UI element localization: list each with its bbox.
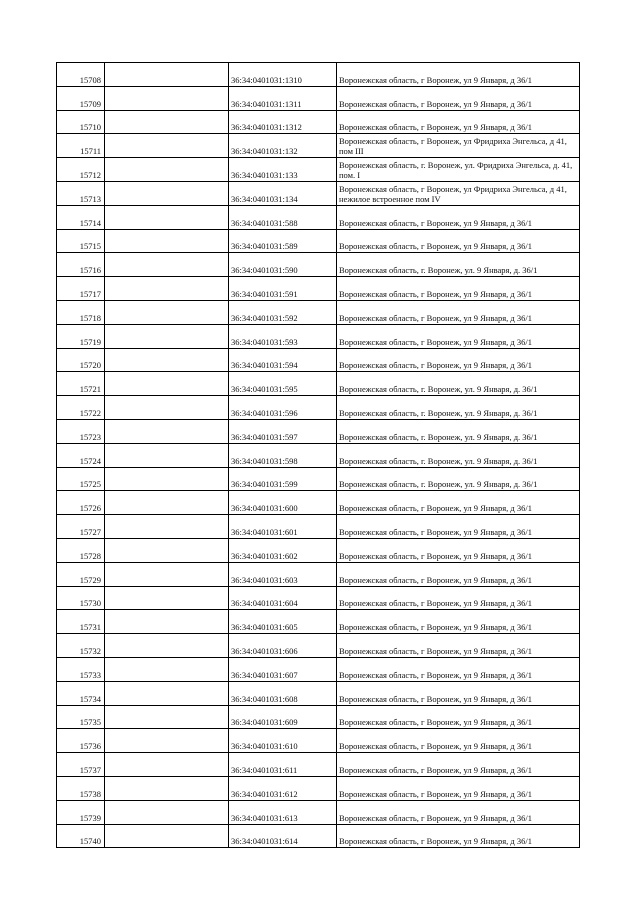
row-empty-cell — [105, 63, 229, 87]
address-cell: Воронежская область, г Воронеж, ул 9 Января, д 36/1 — [337, 753, 580, 777]
row-number-cell: 15732 — [57, 634, 105, 658]
table-row — [57, 63, 580, 87]
table-row — [57, 86, 580, 110]
cadastral-number-cell: 36:34:0401031:133 — [229, 158, 337, 182]
row-empty-cell — [105, 253, 229, 277]
address-cell: Воронежская область, г Воронеж, ул 9 Января, д 36/1 — [337, 729, 580, 753]
address-cell: Воронежская область, г Воронеж, ул 9 Января, д 36/1 — [337, 86, 580, 110]
row-number-cell: 15723 — [57, 419, 105, 443]
row-number-cell: 15739 — [57, 800, 105, 824]
cadastral-number-cell: 36:34:0401031:604 — [229, 586, 337, 610]
row-number-cell: 15721 — [57, 372, 105, 396]
table-row — [57, 181, 580, 205]
row-empty-cell — [105, 515, 229, 539]
row-empty-cell — [105, 110, 229, 134]
address-cell: Воронежская область, г Воронеж, ул Фридриха Энгельса, д 41, пом III — [337, 134, 580, 158]
row-number-cell: 15724 — [57, 443, 105, 467]
address-cell: Воронежская область, г Воронеж, ул 9 Января, д 36/1 — [337, 657, 580, 681]
address-cell: Воронежская область, г Воронеж, ул 9 Января, д 36/1 — [337, 562, 580, 586]
address-cell: Воронежская область, г. Воронеж, ул. 9 Января, д. 36/1 — [337, 467, 580, 491]
table-row — [57, 634, 580, 658]
table-row — [57, 277, 580, 301]
row-empty-cell — [105, 657, 229, 681]
table-row — [57, 443, 580, 467]
address-cell: Воронежская область, г. Воронеж, ул. 9 Января, д. 36/1 — [337, 419, 580, 443]
table-row — [57, 586, 580, 610]
address-cell: Воронежская область, г Воронеж, ул 9 Января, д 36/1 — [337, 610, 580, 634]
row-number-cell: 15708 — [57, 63, 105, 87]
row-empty-cell — [105, 324, 229, 348]
row-number-cell: 15729 — [57, 562, 105, 586]
row-empty-cell — [105, 538, 229, 562]
address-cell: Воронежская область, г Воронеж, ул 9 Января, д 36/1 — [337, 205, 580, 229]
address-cell: Воронежская область, г Воронеж, ул 9 Января, д 36/1 — [337, 63, 580, 87]
row-empty-cell — [105, 467, 229, 491]
row-number-cell: 15713 — [57, 181, 105, 205]
row-empty-cell — [105, 586, 229, 610]
table-row — [57, 253, 580, 277]
row-number-cell: 15737 — [57, 753, 105, 777]
table-row — [57, 229, 580, 253]
address-cell: Воронежская область, г. Воронеж, ул. Фридриха Энгельса, д. 41, пом. I — [337, 158, 580, 182]
cadastral-number-cell: 36:34:0401031:1312 — [229, 110, 337, 134]
cadastral-number-cell: 36:34:0401031:596 — [229, 396, 337, 420]
cadastral-number-cell: 36:34:0401031:132 — [229, 134, 337, 158]
cadastral-number-cell: 36:34:0401031:591 — [229, 277, 337, 301]
cadastral-number-cell: 36:34:0401031:1311 — [229, 86, 337, 110]
cadastral-number-cell: 36:34:0401031:134 — [229, 181, 337, 205]
address-cell: Воронежская область, г. Воронеж, ул. 9 Января, д. 36/1 — [337, 396, 580, 420]
table-row — [57, 705, 580, 729]
cadastral-number-cell: 36:34:0401031:612 — [229, 776, 337, 800]
table-row — [57, 348, 580, 372]
row-empty-cell — [105, 610, 229, 634]
registry-table — [56, 62, 580, 848]
row-number-cell: 15728 — [57, 538, 105, 562]
row-empty-cell — [105, 562, 229, 586]
address-cell: Воронежская область, г Воронеж, ул 9 Января, д 36/1 — [337, 824, 580, 848]
row-number-cell: 15716 — [57, 253, 105, 277]
cadastral-number-cell: 36:34:0401031:605 — [229, 610, 337, 634]
table-row — [57, 491, 580, 515]
table-row — [57, 657, 580, 681]
row-number-cell: 15722 — [57, 396, 105, 420]
row-number-cell: 15709 — [57, 86, 105, 110]
cadastral-number-cell: 36:34:0401031:608 — [229, 681, 337, 705]
row-number-cell: 15725 — [57, 467, 105, 491]
row-empty-cell — [105, 443, 229, 467]
table-row — [57, 419, 580, 443]
row-empty-cell — [105, 634, 229, 658]
address-cell: Воронежская область, г Воронеж, ул 9 Января, д 36/1 — [337, 300, 580, 324]
address-cell: Воронежская область, г Воронеж, ул 9 Января, д 36/1 — [337, 277, 580, 301]
row-empty-cell — [105, 729, 229, 753]
row-number-cell: 15710 — [57, 110, 105, 134]
row-empty-cell — [105, 134, 229, 158]
address-cell: Воронежская область, г Воронеж, ул 9 Января, д 36/1 — [337, 324, 580, 348]
row-number-cell: 15712 — [57, 158, 105, 182]
table-row — [57, 205, 580, 229]
row-empty-cell — [105, 348, 229, 372]
row-number-cell: 15740 — [57, 824, 105, 848]
cadastral-number-cell: 36:34:0401031:610 — [229, 729, 337, 753]
cadastral-number-cell: 36:34:0401031:601 — [229, 515, 337, 539]
cadastral-number-cell: 36:34:0401031:602 — [229, 538, 337, 562]
table-row — [57, 610, 580, 634]
row-empty-cell — [105, 396, 229, 420]
row-number-cell: 15734 — [57, 681, 105, 705]
cadastral-number-cell: 36:34:0401031:592 — [229, 300, 337, 324]
address-cell: Воронежская область, г Воронеж, ул 9 Января, д 36/1 — [337, 800, 580, 824]
cadastral-number-cell: 36:34:0401031:595 — [229, 372, 337, 396]
cadastral-number-cell: 36:34:0401031:606 — [229, 634, 337, 658]
cadastral-number-cell: 36:34:0401031:599 — [229, 467, 337, 491]
address-cell: Воронежская область, г Воронеж, ул 9 Января, д 36/1 — [337, 681, 580, 705]
address-cell: Воронежская область, г. Воронеж, ул. 9 Января, д. 36/1 — [337, 372, 580, 396]
table-row — [57, 824, 580, 848]
cadastral-number-cell: 36:34:0401031:598 — [229, 443, 337, 467]
table-row — [57, 681, 580, 705]
row-number-cell: 15731 — [57, 610, 105, 634]
address-cell: Воронежская область, г Воронеж, ул 9 Января, д 36/1 — [337, 229, 580, 253]
cadastral-number-cell: 36:34:0401031:589 — [229, 229, 337, 253]
row-number-cell: 15730 — [57, 586, 105, 610]
table-row — [57, 776, 580, 800]
table-row — [57, 562, 580, 586]
table-row — [57, 467, 580, 491]
row-empty-cell — [105, 372, 229, 396]
row-empty-cell — [105, 491, 229, 515]
row-empty-cell — [105, 705, 229, 729]
address-cell: Воронежская область, г. Воронеж, ул. 9 Января, д. 36/1 — [337, 443, 580, 467]
cadastral-number-cell: 36:34:0401031:597 — [229, 419, 337, 443]
address-cell: Воронежская область, г Воронеж, ул 9 Января, д 36/1 — [337, 776, 580, 800]
row-empty-cell — [105, 824, 229, 848]
table-row — [57, 538, 580, 562]
address-cell: Воронежская область, г Воронеж, ул 9 Января, д 36/1 — [337, 705, 580, 729]
row-number-cell: 15738 — [57, 776, 105, 800]
cadastral-number-cell: 36:34:0401031:593 — [229, 324, 337, 348]
address-cell: Воронежская область, г Воронеж, ул 9 Января, д 36/1 — [337, 634, 580, 658]
row-empty-cell — [105, 205, 229, 229]
row-number-cell: 15727 — [57, 515, 105, 539]
table-row — [57, 324, 580, 348]
row-number-cell: 15733 — [57, 657, 105, 681]
row-empty-cell — [105, 800, 229, 824]
row-empty-cell — [105, 277, 229, 301]
row-number-cell: 15717 — [57, 277, 105, 301]
cadastral-number-cell: 36:34:0401031:594 — [229, 348, 337, 372]
row-empty-cell — [105, 86, 229, 110]
row-empty-cell — [105, 300, 229, 324]
address-cell: Воронежская область, г Воронеж, ул 9 Января, д 36/1 — [337, 538, 580, 562]
cadastral-number-cell: 36:34:0401031:609 — [229, 705, 337, 729]
address-cell: Воронежская область, г Воронеж, ул Фридриха Энгельса, д 41, нежилое встроенное пом IV — [337, 181, 580, 205]
cadastral-number-cell: 36:34:0401031:1310 — [229, 63, 337, 87]
table-row — [57, 372, 580, 396]
cadastral-number-cell: 36:34:0401031:613 — [229, 800, 337, 824]
table-row — [57, 729, 580, 753]
row-empty-cell — [105, 776, 229, 800]
table-row — [57, 515, 580, 539]
address-cell: Воронежская область, г. Воронеж, ул. 9 Января, д. 36/1 — [337, 253, 580, 277]
table-row — [57, 300, 580, 324]
cadastral-number-cell: 36:34:0401031:614 — [229, 824, 337, 848]
table-row — [57, 800, 580, 824]
address-cell: Воронежская область, г Воронеж, ул 9 Января, д 36/1 — [337, 110, 580, 134]
row-number-cell: 15736 — [57, 729, 105, 753]
address-cell: Воронежская область, г Воронеж, ул 9 Января, д 36/1 — [337, 586, 580, 610]
row-number-cell: 15726 — [57, 491, 105, 515]
row-number-cell: 15711 — [57, 134, 105, 158]
cadastral-number-cell: 36:34:0401031:611 — [229, 753, 337, 777]
row-empty-cell — [105, 681, 229, 705]
row-number-cell: 15714 — [57, 205, 105, 229]
row-number-cell: 15718 — [57, 300, 105, 324]
registry-table-body — [57, 63, 580, 848]
cadastral-number-cell: 36:34:0401031:590 — [229, 253, 337, 277]
address-cell: Воронежская область, г Воронеж, ул 9 Января, д 36/1 — [337, 515, 580, 539]
row-empty-cell — [105, 229, 229, 253]
row-empty-cell — [105, 419, 229, 443]
table-row — [57, 753, 580, 777]
row-empty-cell — [105, 158, 229, 182]
cadastral-number-cell: 36:34:0401031:607 — [229, 657, 337, 681]
row-number-cell: 15715 — [57, 229, 105, 253]
address-cell: Воронежская область, г Воронеж, ул 9 Января, д 36/1 — [337, 348, 580, 372]
row-number-cell: 15735 — [57, 705, 105, 729]
cadastral-number-cell: 36:34:0401031:600 — [229, 491, 337, 515]
table-row — [57, 396, 580, 420]
row-number-cell: 15719 — [57, 324, 105, 348]
row-number-cell: 15720 — [57, 348, 105, 372]
address-cell: Воронежская область, г Воронеж, ул 9 Января, д 36/1 — [337, 491, 580, 515]
row-empty-cell — [105, 181, 229, 205]
row-empty-cell — [105, 753, 229, 777]
table-row — [57, 110, 580, 134]
cadastral-number-cell: 36:34:0401031:603 — [229, 562, 337, 586]
cadastral-number-cell: 36:34:0401031:588 — [229, 205, 337, 229]
table-row — [57, 134, 580, 158]
table-row — [57, 158, 580, 182]
